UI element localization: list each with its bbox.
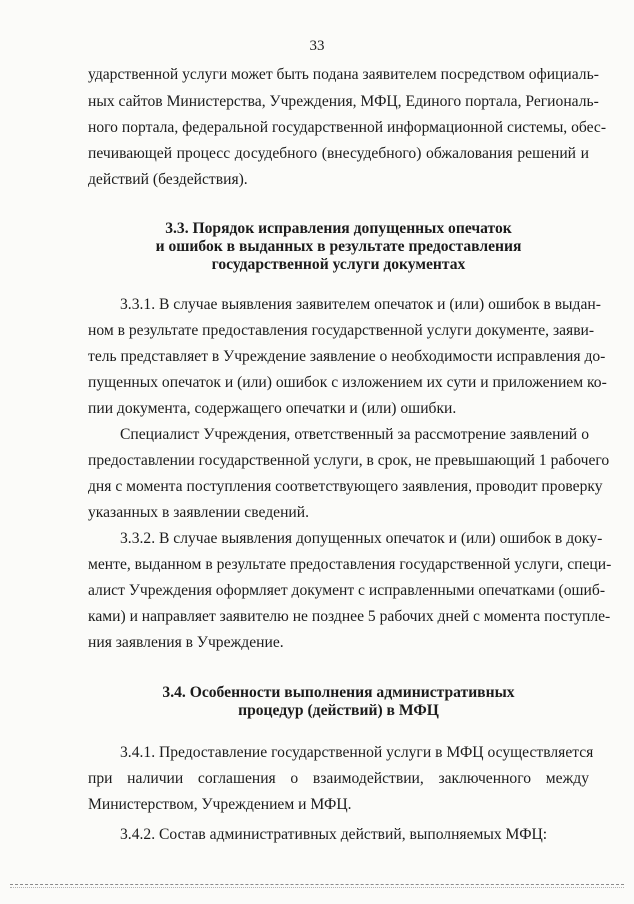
text-line: ном в результате предоставления государственной услуги документе, заяви- (88, 322, 595, 339)
text-line: Специалист Учреждения, ответственный за рассмотрение заявлений о (120, 426, 589, 443)
text-line: 3.4.2. Состав административных действий, выполняемых МФЦ: (120, 826, 548, 843)
text-line: ками) и направляет заявителю не позднее 5 рабочих дней с момента поступле- (88, 608, 611, 625)
text-line: пущенных опечаток и (или) ошибок с изложением их сути и приложением ко- (88, 374, 607, 391)
text-line: менте, выданном в результате предоставления государственной услуги, специ- (88, 556, 612, 573)
text-line: ния заявления в Учреждение. (88, 634, 284, 651)
text-line: ударственной услуги может быть подана заявителем посредством официаль- (88, 66, 599, 83)
page-number: 33 (309, 38, 325, 54)
text-line: при наличии соглашения о взаимодействии, заключенного между (88, 770, 589, 787)
text-line: печивающей процесс досудебного (внесудебного) обжалования решений и (88, 145, 589, 162)
text-line: 3.4.1. Предоставление государственной услуги в МФЦ осуществляется (120, 744, 594, 761)
section-heading: государственной услуги документах (211, 256, 466, 273)
section-heading: 3.3. Порядок исправления допущенных опечаток (165, 220, 512, 237)
text-line: тель представляет в Учреждение заявление о необходимости исправления до- (88, 348, 606, 365)
section-heading: и ошибок в выданных в результате предоставления (155, 238, 522, 255)
text-line: алист Учреждения оформляет документ с исправленными опечатками (ошиб- (88, 582, 606, 599)
scan-edge-divider (10, 887, 624, 888)
text-line: действий (бездействия). (88, 171, 248, 188)
section-heading: процедур (действий) в МФЦ (238, 702, 439, 719)
text-line: ных сайтов Министерства, Учреждения, МФЦ, Единого портала, Региональ- (88, 93, 599, 110)
text-line: предоставлении государственной услуги, в срок, не превышающий 1 рабочего (88, 452, 610, 469)
text-line: ного портала, федеральной государственной информационной системы, обес- (88, 119, 607, 136)
text-line: 3.3.1. В случае выявления заявителем опечаток и (или) ошибок в выдан- (120, 296, 601, 313)
text-line: Министерством, Учреждением и МФЦ. (88, 796, 352, 813)
text-line: дня с момента поступления соответствующего заявления, проводит проверку (88, 478, 603, 495)
text-line: указанных в заявлении сведений. (88, 504, 310, 521)
text-line: пии документа, содержащего опечатки и (или) ошибки. (88, 400, 457, 417)
scan-edge-divider (10, 884, 624, 885)
text-line: 3.3.2. В случае выявления допущенных опечаток и (или) ошибок в доку- (120, 530, 603, 547)
section-heading: 3.4. Особенности выполнения административных (162, 684, 515, 701)
